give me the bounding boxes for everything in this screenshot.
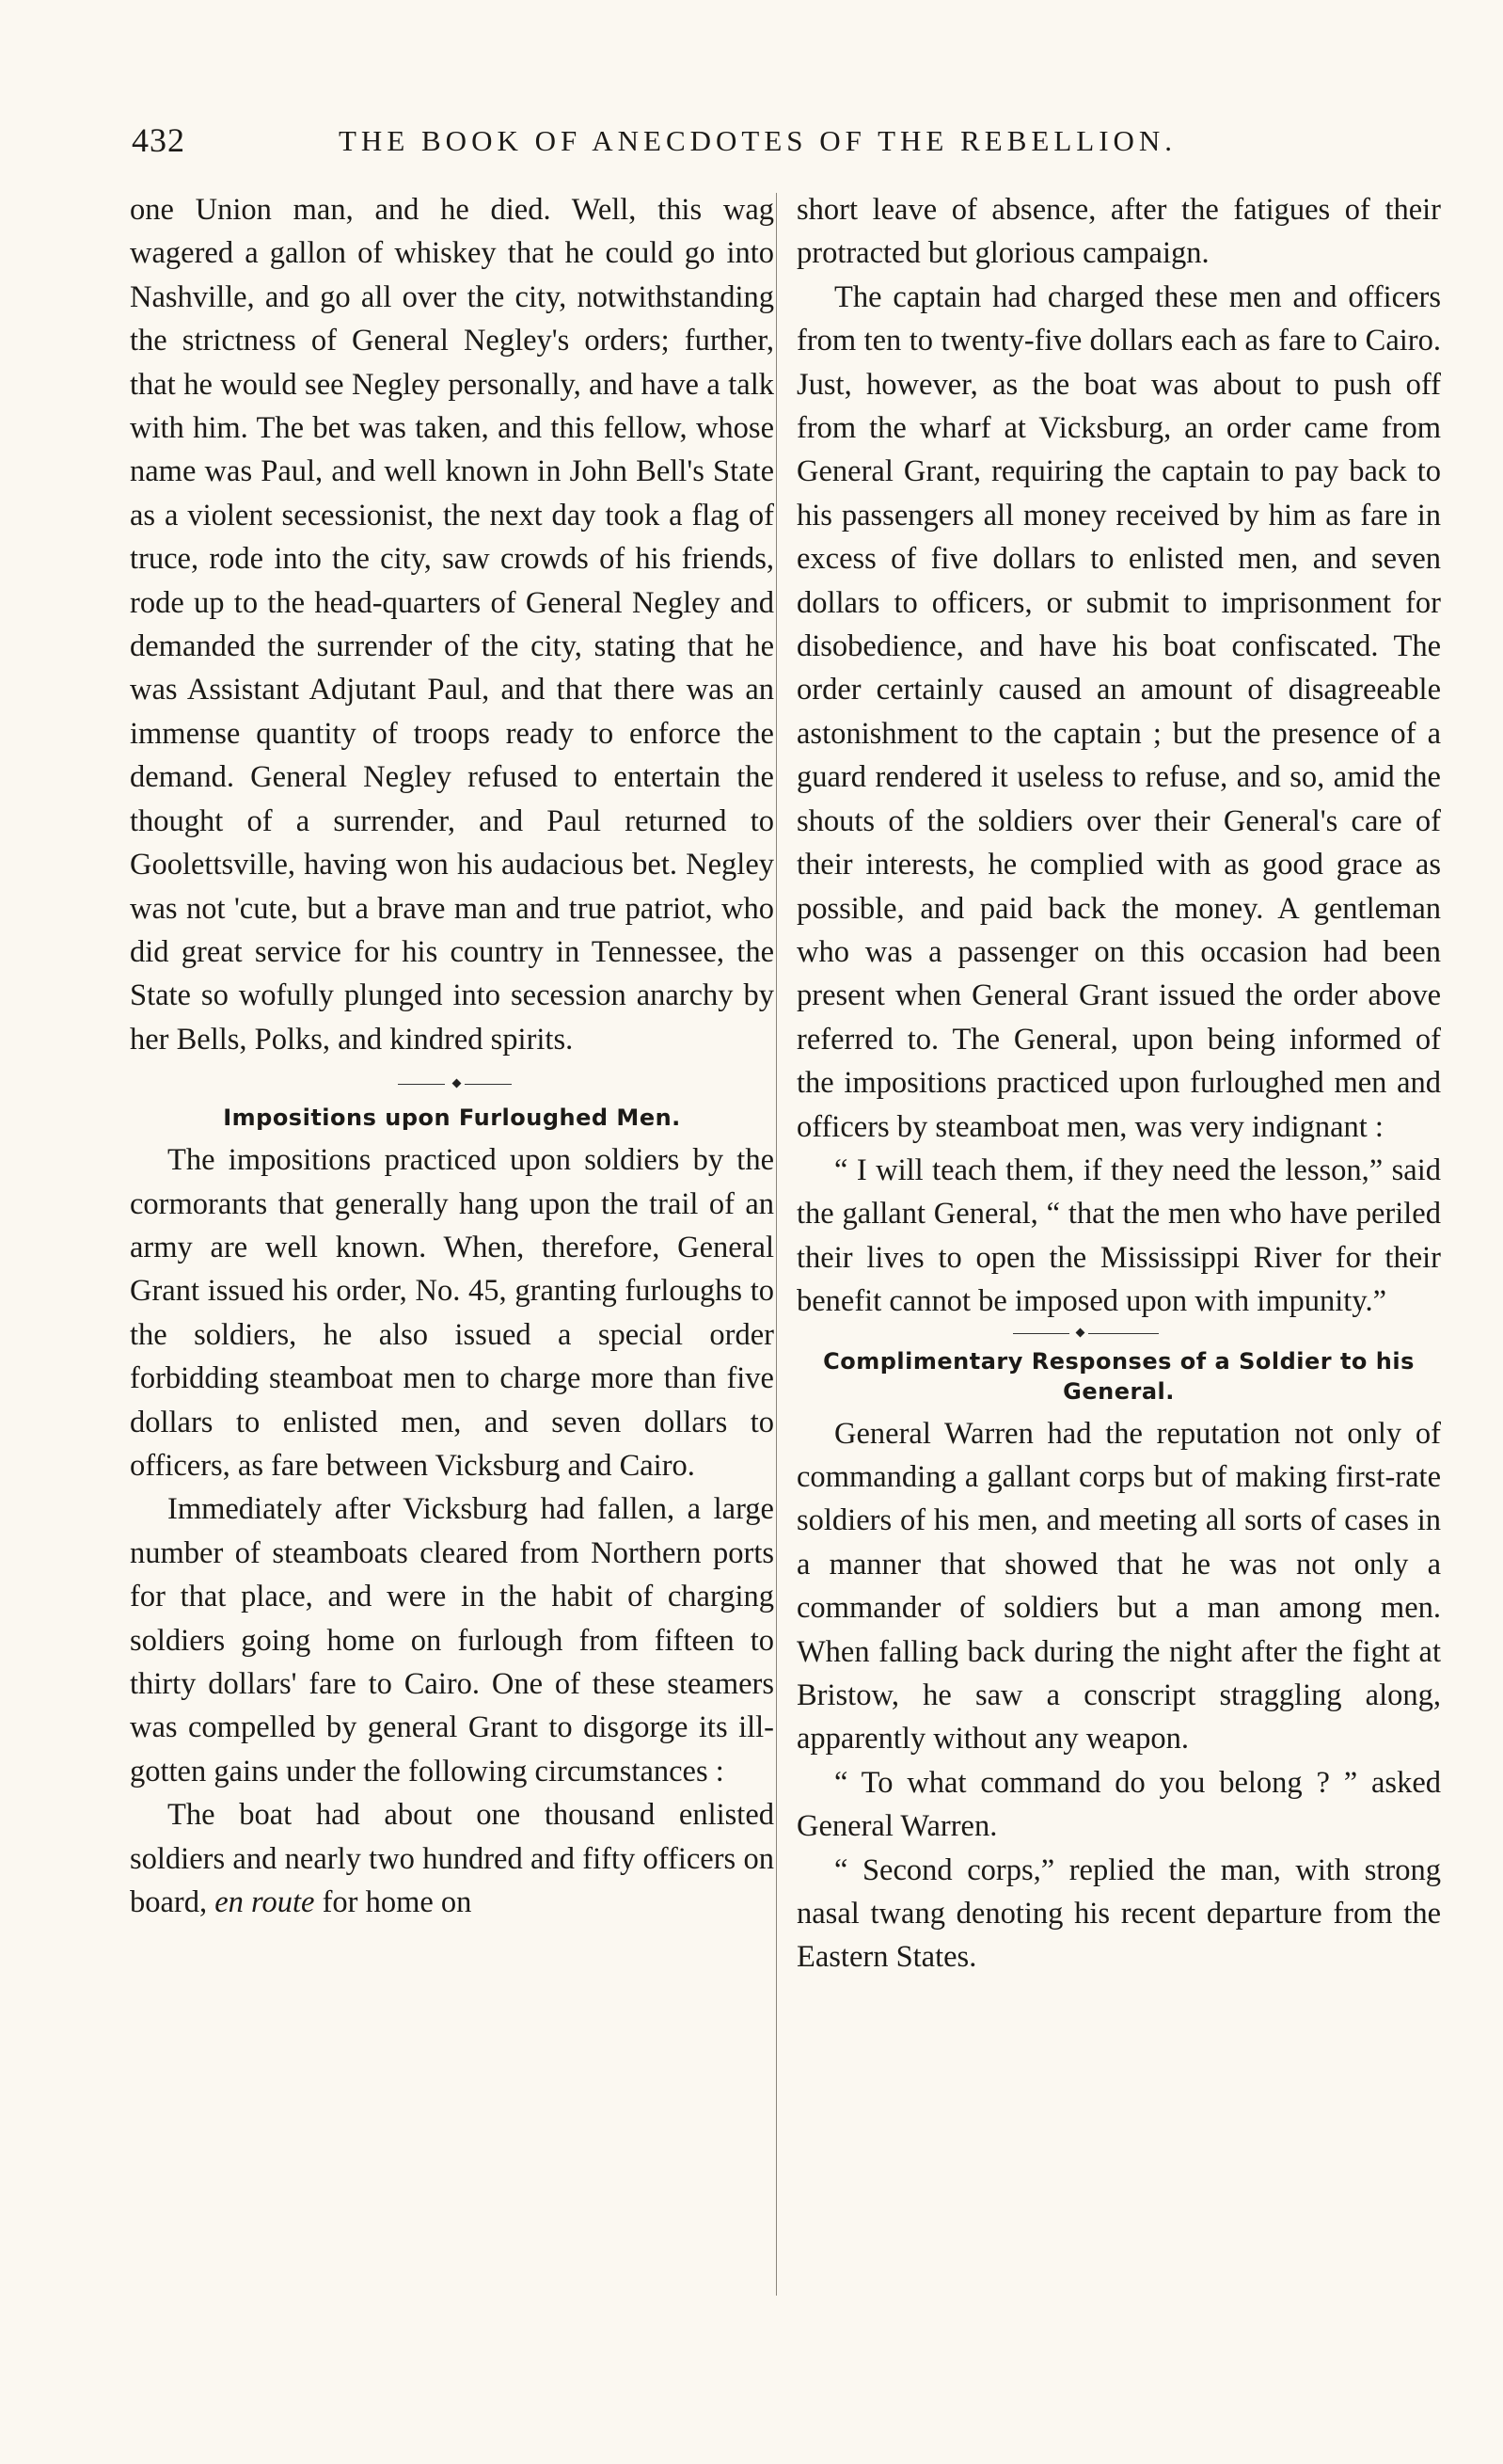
right-paragraph-2: The captain had charged these men and officers from ten to twenty-five dollars each as fare to Cairo. Just, however, as the boat was about to push off from the wharf at Vicksburg, an order came from General Grant, requiring the captain to pay back to his passengers all money received by him as fare in excess of five dollars to enlisted men, and seven dollars to officers, or submit to imprisonment for disobedience, and have his boat confiscated. The order certainly caused an amount of disagreeable astonishment to the captain ; but the presence of a guard rendered it useless to refuse, and so, amid the shouts of the soldiers over their General's care of their interests, he complied with as good grace as possible, and paid back the money. A gentleman who was a passenger on this occasion had been present when General Grant issued the order above referred to. The General, upon being informed of the impositions practiced upon furloughed men and officers by steamboat men, was very indignant :	[797, 279, 1441, 1144]
section-heading-impositions: Impositions upon Furloughed Men.	[223, 1105, 681, 1132]
running-title: THE BOOK OF ANECDOTES OF THE REBELLION.	[339, 124, 1178, 157]
section-heading-complimentary: Complimentary Responses of a Soldier to his General.	[823, 1347, 1415, 1405]
left-paragraph-4-text-b: for home on	[314, 1885, 472, 1920]
page-number: 432	[132, 121, 185, 159]
section-divider	[797, 1324, 1441, 1346]
left-paragraph-1: one Union man, and he died. Well, this wag wagered a gallon of whiskey that he could go into Nashville, and go all over the city, notwithstanding the strictness of General Negley's orders; further, that he would see Negley personally, and have a talk with him. The bet was taken, and this fellow, whose name was Paul, and well known in John Bell's State as a violent secessionist, the next day took a flag of truce, rode into the city, saw crowds of his friends, rode up to the head-quarters of General Negley and demanded the surrender of the city, stating that he was Assistant Adjutant Paul, and that there was an immense quantity of troops ready to enforce the demand. General Negley refused to entertain the thought of a surrender, and Paul returned to Goolettsville, having won his audacious bet. Negley was not 'cute, but a brave man and true patriot, who did great service for his country in Tennessee, the State so wofully plunged into secession anarchy by her Bells, Polks, and kindred spirits.	[130, 193, 774, 1057]
left-column	[130, 188, 774, 1924]
left-paragraph-4-text-a: The boat had about one thousand enlisted soldiers and nearly two hundred and fifty officers on board,	[130, 1798, 774, 1920]
right-paragraph-3: “ I will teach them, if they need the lesson,” said the gallant General, “ that the men who have periled their lives to open the Mississippi River for their benefit cannot be imposed upon with impunity.”	[797, 1153, 1441, 1319]
left-paragraph-3: Immediately after Vicksburg had fallen, a large number of steamboats cleared from Northern ports for that place, and were in the habit of charging soldiers going home on furlough from fifteen to thirty dollars' fare to Cairo. One of these steamers was compelled by general Grant to disgorge its ill-gotten gains under the following circumstances :	[130, 1492, 774, 1788]
right-paragraph-1: short leave of absence, after the fatigues of their protracted but glorious campaign.	[797, 193, 1441, 271]
left-paragraph-4-italic: en route	[214, 1885, 315, 1920]
left-paragraph-2: The impositions practiced upon soldiers by the cormorants that generally hang upon the trail of an army are well known. When, therefore, General Grant issued his order, No. 45, granting furloughs to the soldiers, he also issued a special order forbidding steamboat men to charge more than five dollars to enlisted men, and seven dollars to officers, as fare between Vicksburg and Cairo.	[130, 1143, 774, 1483]
column-rule	[776, 193, 777, 2296]
right-paragraph-4: General Warren had the reputation not only of commanding a gallant corps but of making first-rate soldiers of his men, and meeting all sorts of cases in a manner that showed that he was not only a commander of soldiers but a man among men. When falling back during the night after the fight at Bristow, he saw a conscript straggling along, apparently without any weapon.	[797, 1416, 1441, 1757]
right-paragraph-5: “ To what command do you belong ? ” asked General Warren.	[797, 1765, 1441, 1844]
page-header	[132, 120, 1345, 164]
left-paragraph-4	[130, 1793, 774, 1924]
right-paragraph-6: “ Second corps,” replied the man, with strong nasal twang denoting his recent departure from the Eastern States.	[797, 1852, 1441, 1975]
section-divider	[130, 1067, 774, 1103]
right-column	[797, 188, 1441, 1979]
